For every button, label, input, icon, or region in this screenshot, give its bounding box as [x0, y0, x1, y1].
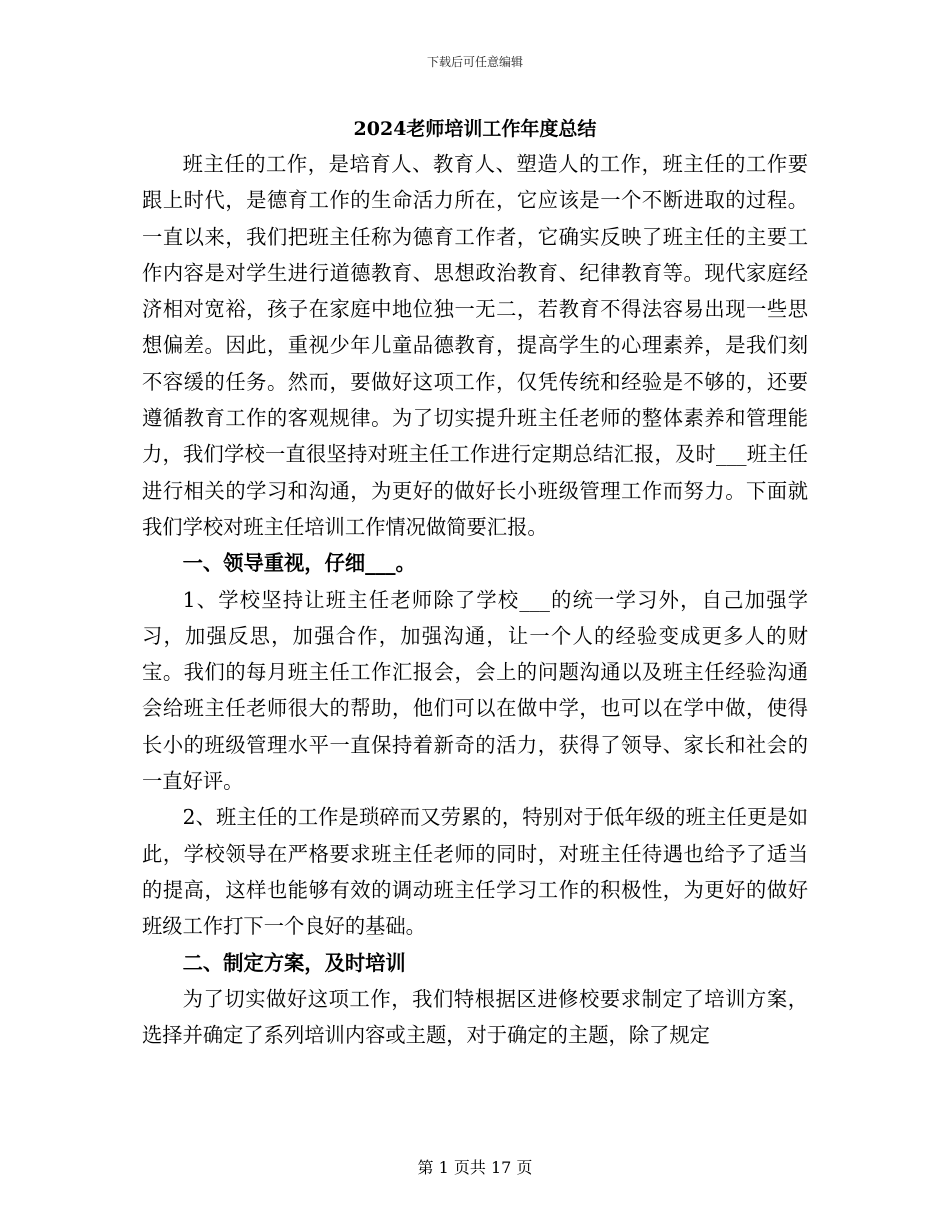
- section-1-paragraph-1: 1、学校坚持让班主任老师除了学校___的统一学习外，自己加强学习，加强反思，加强合作，加强沟通，让一个人的经验变成更多人的财宝。我们的每月班主任工作汇报会，会上的问题沟通以及班主任经验沟通会给班主任老师很大的帮助，他们可以在做中学，也可以在学中做，使得长小的班级管理水平一直保持着新奇的活力，获得了领导、家长和社会的一直好评。: [142, 587, 808, 794]
- page-footer: 第 1 页共 17 页: [417, 1158, 533, 1177]
- section-1-heading: 一、领导重视，仔细___。: [182, 551, 416, 576]
- section-1-paragraph-2: 2、班主任的工作是琐碎而又劳累的，特别对于低年级的班主任更是如此，学校领导在严格要求班主任老师的同时，对班主任待遇也给予了适当的提高，这样也能够有效的调动班主任学习工作的积极性，为更好的做好班级工作打下一个良好的基础。: [142, 805, 808, 939]
- document-body: [142, 146, 808, 1053]
- header-note: 下载后可任意编辑: [426, 55, 523, 69]
- section-2-heading: 二、制定方案，及时培训: [182, 950, 406, 975]
- document-title: 2024老师培训工作年度总结: [353, 118, 597, 140]
- intro-paragraph: 班主任的工作，是培育人、教育人、塑造人的工作，班主任的工作要跟上时代，是德育工作的生命活力所在，它应该是一个不断进取的过程。一直以来，我们把班主任称为德育工作者，它确实反映了班主任的主要工作内容是对学生进行道德教育、思想政治教育、纪律教育等。现代家庭经济相对宽裕，孩子在家庭中地位独一无二，若教育不得法容易出现一些思想偏差。因此，重视少年儿童品德教育，提高学生的心理素养，是我们刻不容缓的任务。然而，要做好这项工作，仅凭传统和经验是不够的，还要遵循教育工作的客观规律。为了切实提升班主任老师的整体素养和管理能力，我们学校一直很坚持对班主任工作进行定期总结汇报，及时___班主任进行相关的学习和沟通，为更好的做好长小班级管理工作而努力。下面就我们学校对班主任培训工作情况做简要汇报。: [142, 152, 808, 539]
- section-2-paragraph-1: 为了切实做好这项工作，我们特根据区进修校要求制定了培训方案，选择并确定了系列培训内容或主题，对于确定的主题，除了规定: [142, 986, 808, 1048]
